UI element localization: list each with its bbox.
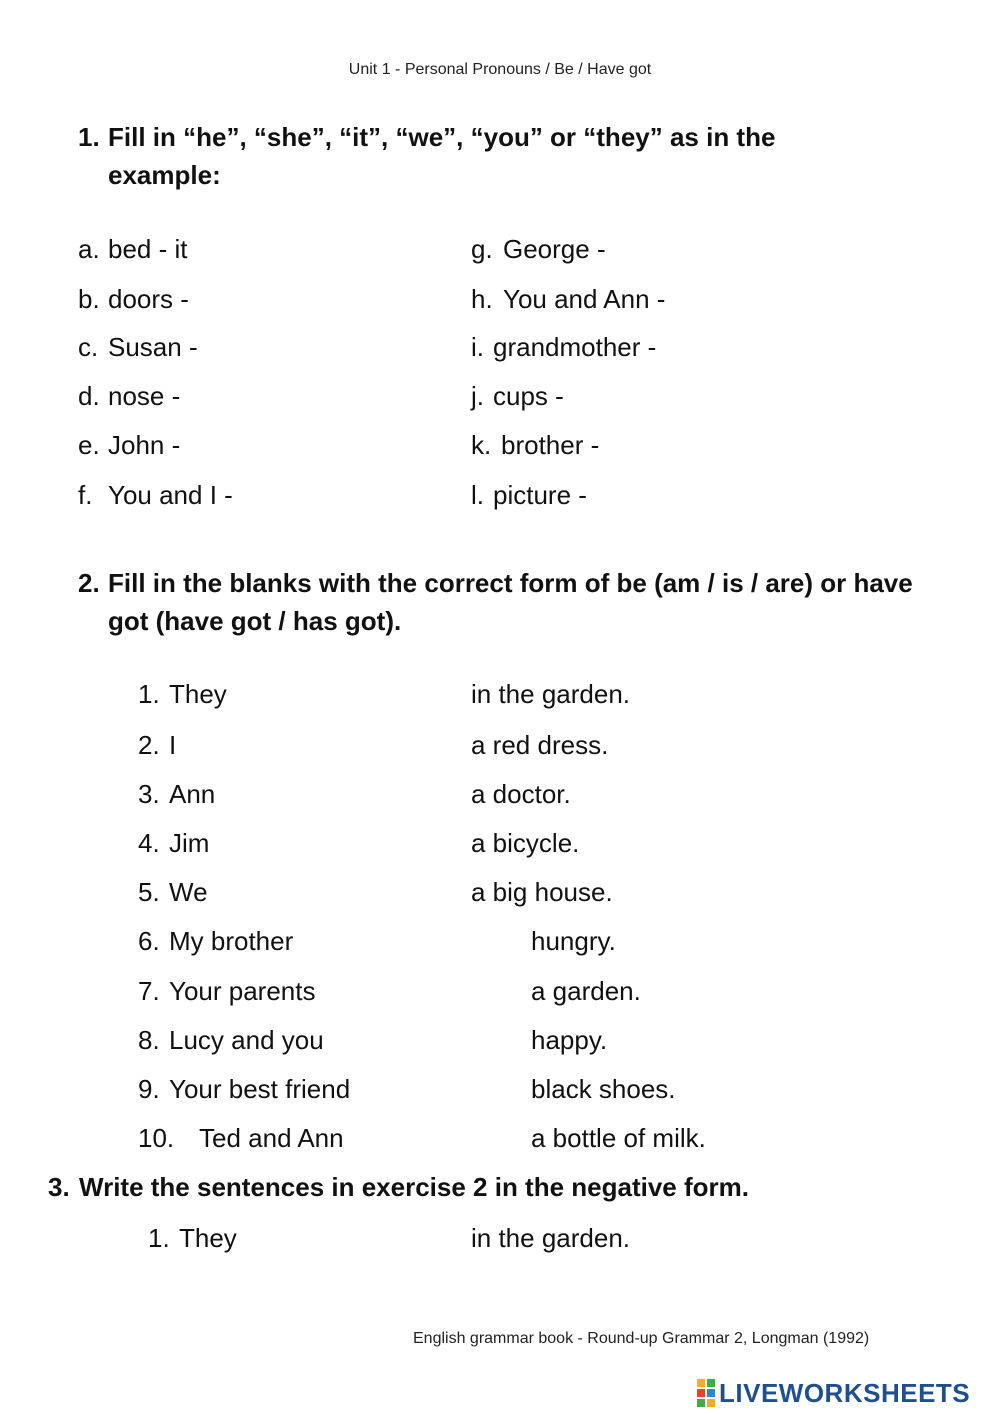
sentence-number: 6. xyxy=(138,926,160,956)
item-letter: l. xyxy=(471,480,484,510)
exercise-1-instruction: Fill in “he”, “she”, “it”, “we”, “you” or “they” as in the example: xyxy=(108,122,776,190)
list-item xyxy=(78,234,100,264)
sentence-ending: a garden. xyxy=(531,976,641,1006)
item-letter: h. xyxy=(471,284,493,314)
list-item-text: John - xyxy=(108,430,181,460)
sentence-number: 4. xyxy=(138,828,160,858)
exercise-2-heading xyxy=(78,564,958,644)
sentence-ending: a bicycle. xyxy=(471,828,580,858)
sentence-subject: We xyxy=(169,877,208,907)
exercise-3-heading xyxy=(48,1168,948,1208)
list-item-text: George - xyxy=(503,234,606,264)
sentence-ending: a doctor. xyxy=(471,779,571,809)
list-item-text: cups - xyxy=(493,381,564,411)
list-item-text: brother - xyxy=(501,430,600,460)
sentence-number: 8. xyxy=(138,1025,160,1055)
exercise-2-number: 2. xyxy=(78,568,100,598)
list-item-text: bed - it xyxy=(108,234,188,264)
sentence-subject: Ann xyxy=(169,779,216,809)
sentence-ending: a red dress. xyxy=(471,730,609,760)
list-item-text: doors - xyxy=(108,284,189,314)
liveworksheets-logo[interactable] xyxy=(697,1378,970,1408)
exercise-1-heading xyxy=(78,118,938,198)
logo-text: LIVEWORKSHEETS xyxy=(719,1377,971,1408)
sentence-ending: happy. xyxy=(531,1025,608,1055)
sentence-number: 5. xyxy=(138,877,160,907)
item-letter: b. xyxy=(78,284,100,314)
sentence-subject: They xyxy=(169,679,227,709)
item-letter: c. xyxy=(78,332,99,362)
sentence-subject: Lucy and you xyxy=(169,1025,324,1055)
list-item-text: nose - xyxy=(108,381,181,411)
sentence-number: 10. xyxy=(138,1123,175,1153)
list-item-text: picture - xyxy=(493,480,587,510)
exercise-2-instruction: Fill in the blanks with the correct form of be (am / is / are) or have got (have got / has got). xyxy=(108,568,913,636)
sentence-ending: in the garden. xyxy=(471,1223,631,1253)
sentence-number: 1. xyxy=(138,679,160,709)
sentence-ending: hungry. xyxy=(531,926,616,956)
sentence-number: 9. xyxy=(138,1074,160,1104)
list-item-text: Susan - xyxy=(108,332,198,362)
list-item-text: You and Ann - xyxy=(503,284,666,314)
sentence-ending: in the garden. xyxy=(471,679,631,709)
logo-icon xyxy=(697,1379,715,1407)
list-item-text: grandmother - xyxy=(493,332,657,362)
sentence-subject: Your parents xyxy=(169,976,316,1006)
sentence-subject: Ted and Ann xyxy=(199,1123,344,1153)
sentence-subject: My brother xyxy=(169,926,294,956)
sentence-subject: Your best friend xyxy=(169,1074,351,1104)
sentence-subject: I xyxy=(169,730,177,760)
page-header: Unit 1 - Personal Pronouns / Be / Have got xyxy=(348,61,652,78)
item-letter: j. xyxy=(471,381,484,411)
item-letter: a. xyxy=(78,234,100,264)
sentence-number: 1. xyxy=(148,1223,170,1253)
sentence-number: 2. xyxy=(138,730,160,760)
item-letter: e. xyxy=(78,430,100,460)
item-letter: f. xyxy=(78,480,93,510)
exercise-3-number: 3. xyxy=(48,1172,70,1202)
source-citation: English grammar book - Round-up Grammar 2, Longman (1992) xyxy=(413,1330,870,1347)
sentence-ending: a big house. xyxy=(471,877,613,907)
sentence-subject: They xyxy=(179,1223,237,1253)
list-item-text: You and I - xyxy=(108,480,233,510)
exercise-1-number: 1. xyxy=(78,122,100,152)
item-letter: i. xyxy=(471,332,484,362)
sentence-ending: black shoes. xyxy=(531,1074,676,1104)
sentence-ending: a bottle of milk. xyxy=(531,1123,706,1153)
sentence-subject: Jim xyxy=(169,828,210,858)
sentence-number: 3. xyxy=(138,779,160,809)
item-letter: d. xyxy=(78,381,100,411)
exercise-3-instruction: Write the sentences in exercise 2 in the negative form. xyxy=(79,1172,749,1202)
item-letter: g. xyxy=(471,234,493,264)
item-letter: k. xyxy=(471,430,492,460)
sentence-number: 7. xyxy=(138,976,160,1006)
